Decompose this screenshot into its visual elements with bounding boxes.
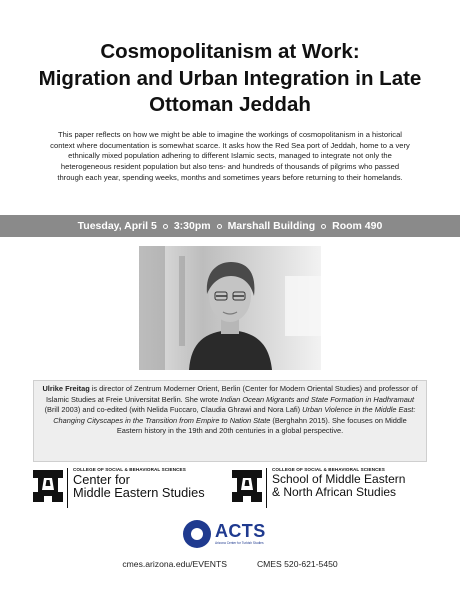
arizona-a-logo-icon (232, 470, 262, 502)
book-title-2: Urban Violence in the Middle East: Changing Cityscapes in the Transition from Empire to Nation State (53, 405, 416, 425)
separator-dot-icon (321, 224, 326, 229)
talk-abstract: This paper reflects on how we might be able to imagine the workings of cosmopolitanism in a historical context where documentation is somewhat scarce. It asks how the Red Sea port of Jeddah, home to a very ethnically mixed population adhering to different Islamic sects, managed to integrate not only the heterogeneous resident population but also tens- and hundreds of thousands of pilgrims who passed through each year, spending weeks, months and sometimes years before returning to their homelands. (50, 130, 410, 182)
arizona-a-logo-icon (33, 470, 63, 502)
acts-subtitle: Arizona Center for Turkish Studies (215, 541, 264, 545)
school-logo (232, 466, 405, 508)
logo-divider (67, 468, 68, 508)
contact-footer (0, 559, 460, 569)
speaker-photo (139, 246, 321, 370)
cmes-logo-text (73, 466, 205, 499)
acts-logo-text (215, 522, 266, 546)
center-name-line-2: Middle Eastern Studies (73, 485, 205, 500)
school-name-line-2: & North African Studies (272, 485, 397, 499)
phone-number: CMES 520-621-5450 (256, 559, 338, 569)
separator-dot-icon (217, 224, 222, 229)
acts-logo (183, 517, 279, 551)
title-line-2: Migration and Urban Integration in Late (38, 66, 422, 90)
school-name-line-1: School of Middle Eastern (272, 472, 406, 486)
bio-text-2: (Brill 2003) and co-edited (with Nelida Fuccaro, Claudia Ghrawi and Nora Lafi) (44, 405, 303, 415)
school-logo-text (272, 466, 405, 499)
event-details-band (0, 215, 460, 237)
separator-dot-icon (163, 224, 168, 229)
event-room: Room 490 (332, 220, 383, 232)
title-line-1: Cosmopolitanism at Work: (100, 40, 360, 63)
event-time: 3:30pm (173, 220, 211, 232)
speaker-bio (33, 380, 427, 462)
speaker-name: Ulrike Freitag (42, 384, 90, 393)
acts-circle-icon (183, 520, 211, 548)
college-name: COLLEGE OF SOCIAL & BEHAVIORAL SCIENCES (73, 467, 186, 472)
events-url[interactable]: cmes.arizona.edu/EVENTS (122, 559, 227, 569)
bio-text-1: is director of Zentrum Moderner Orient, Berlin (Center for Modern Oriental Studies) and professor of Islamic Studies at Freie Universitat Berlin. She wrote (45, 384, 418, 404)
event-date: Tuesday, April 5 (77, 220, 157, 232)
event-location: Marshall Building (227, 220, 316, 232)
center-name-line-1: Center for (73, 472, 130, 487)
bio-text-3: (Berghahn 2015). She focuses on Middle Eastern history in the 19th and 20th centuries in a global perspective. (116, 415, 407, 436)
logo-divider (266, 468, 267, 508)
event-title (0, 39, 460, 119)
cmes-logo (33, 466, 205, 508)
acts-name: ACTS (215, 521, 266, 541)
book-title-1: Indian Ocean Migrants and State Formation in Hadhramaut (220, 394, 415, 404)
college-name: COLLEGE OF SOCIAL & BEHAVIORAL SCIENCES (272, 467, 385, 472)
title-line-3: Ottoman Jeddah (149, 93, 311, 116)
